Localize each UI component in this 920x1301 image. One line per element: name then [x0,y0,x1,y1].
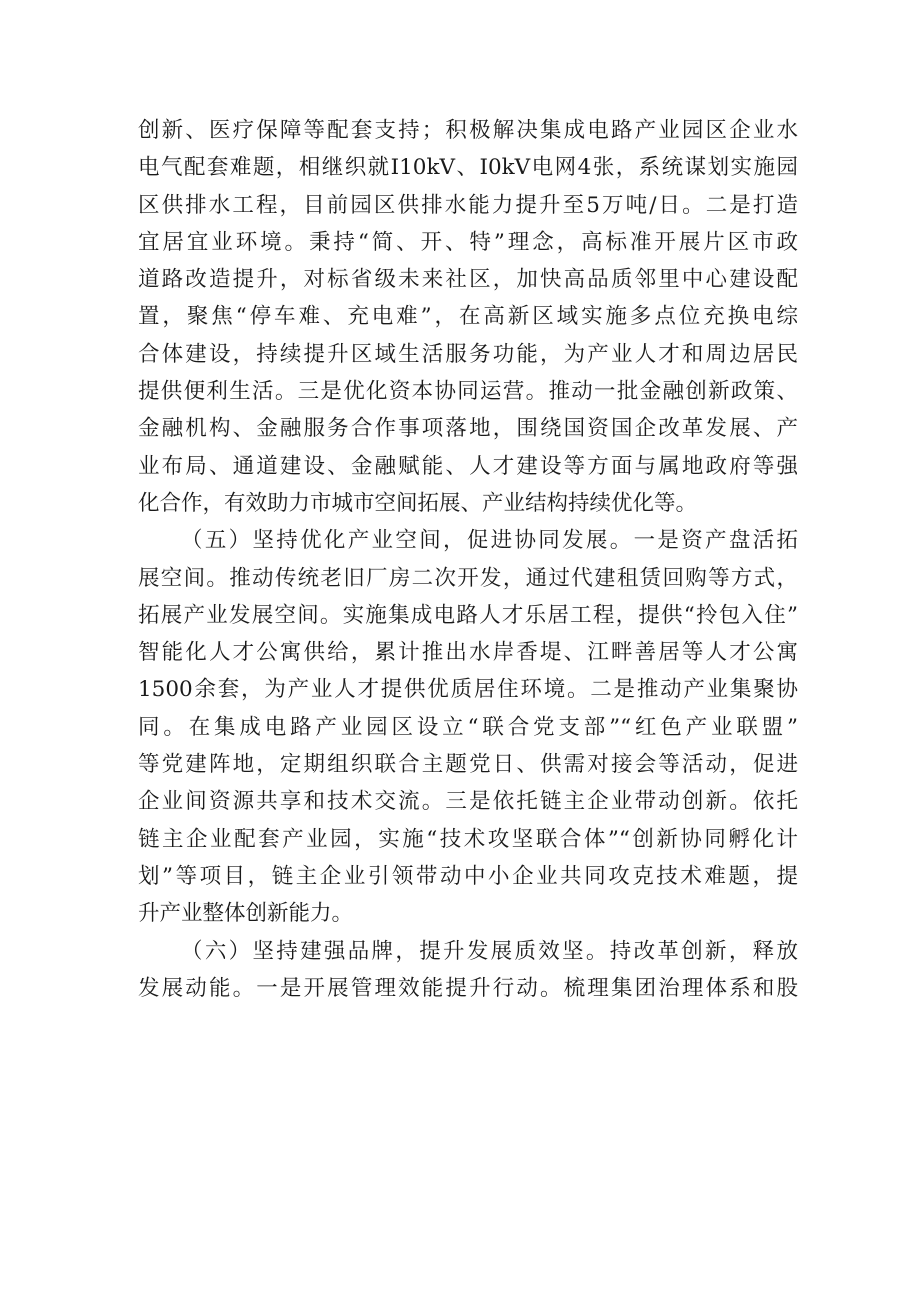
text-line: 提供便利生活。三是优化资本协同运营。推动一批金融创新政策、 [138,379,798,405]
text-line: 同。在集成电路产业园区设立“联合党支部”“红色产业联盟” [138,714,798,740]
text-line: 区供排水工程，目前园区供排水能力提升至5万吨/日。二是打造 [138,192,798,218]
text-line: 拓展产业发展空间。实施集成电路人才乐居工程，提供“拎包入住” [138,602,798,628]
text-line: 1500余套，为产业人才提供优质居住环境。二是推动产业集聚协 [138,677,798,703]
section-heading-line: （六）坚持建强品牌，提升发展质效坚。持改革创新，释放 [181,938,798,964]
body-text [138,112,798,1007]
text-line: 展空间。推动传统老旧厂房二次开发，通过代建租赁回购等方式， [138,565,798,591]
text-line: 划”等项目，链主企业引领带动中小企业共同攻克技术难题，提 [138,863,798,889]
text-line: 创新、医疗保障等配套支持；积极解决集成电路产业园区企业水 [138,118,798,143]
text-line: 合体建设，持续提升区域生活服务功能，为产业人才和周边居民 [138,341,798,367]
text-line: 企业间资源共享和技术交流。三是依托链主企业带动创新。依托 [138,789,798,815]
text-line: 电气配套难题，相继织就I10kV、I0kV电网4张，系统谋划实施园 [138,155,798,181]
text-line: 宜居宜业环境。秉持“简、开、特”理念，高标准开展片区市政 [138,229,798,255]
text-line: 智能化人才公寓供给，累计推出水岸香堤、江畔善居等人才公寓 [138,640,798,666]
text-line: 等党建阵地，定期组织联合主题党日、供需对接会等活动，促进 [138,752,798,778]
text-line: 置，聚焦“停车难、充电难”，在高新区域实施多点位充换电综 [138,304,798,330]
text-line: 道路改造提升，对标省级未来社区，加快高品质邻里中心建设配 [138,267,798,293]
text-line: 业布局、通道建设、金融赋能、人才建设等方面与属地政府等强 [138,453,798,479]
text-line: 链主企业配套产业园，实施“技术攻坚联合体”“创新协同孵化计 [138,826,798,852]
paragraph-end-line: 升产业整体创新能力。 [138,901,354,927]
section-heading-line: （五）坚持优化产业空间，促进协同发展。一是资产盘活拓 [181,528,798,554]
paragraph-end-line: 化合作，有效助力市城市空间拓展、产业结构持续优化等。 [138,490,698,516]
text-line: 金融机构、金融服务合作事项落地，围绕国资国企改革发展、产 [138,416,798,442]
text-line: 发展动能。一是开展管理效能提升行动。梳理集团治理体系和股 [138,975,798,1001]
